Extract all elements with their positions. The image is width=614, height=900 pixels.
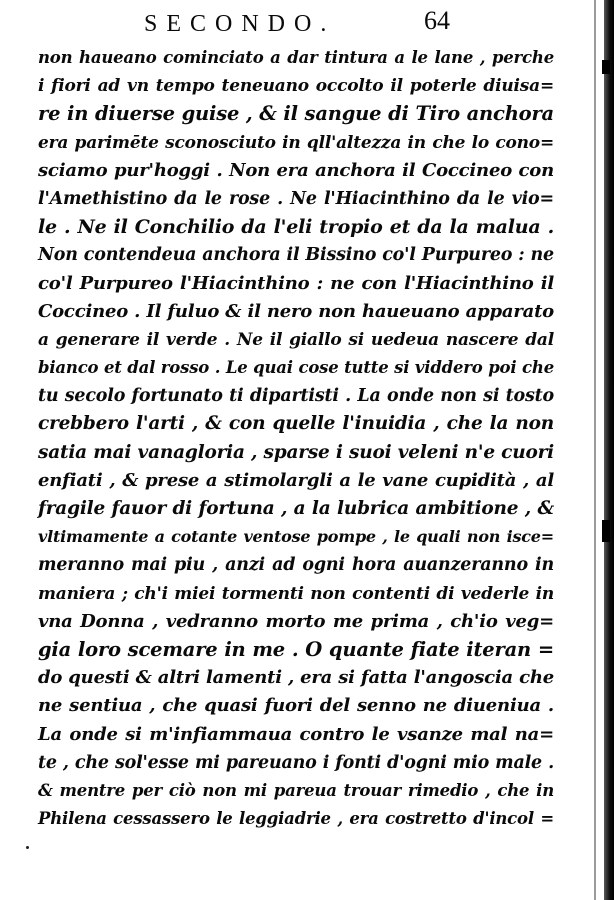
scan-edge-line bbox=[594, 0, 596, 900]
margin-speck bbox=[26, 846, 29, 849]
text-line: La onde si m'infiammaua contro le vsanze mal na= bbox=[38, 723, 554, 745]
text-line: vltimamente a cotante ventose pompe , le quali non isce= bbox=[38, 527, 554, 547]
text-line: re in diuerse guise , & il sangue di Tiro anchora bbox=[38, 102, 554, 126]
running-head-title: SECONDO. bbox=[144, 11, 336, 37]
text-line: era parimēte sconosciuto in qll'altezza in che lo cono= bbox=[38, 132, 554, 153]
scan-edge-speck bbox=[602, 520, 610, 542]
text-line: maniera ; ch'i miei tormenti non contenti di vederle in bbox=[38, 583, 554, 604]
text-line: satia mai vanagloria , sparse i suoi veleni n'e cuori bbox=[38, 441, 554, 463]
scan-edge-shadow bbox=[604, 0, 614, 900]
text-line: crebbero l'arti , & con quelle l'inuidia , che la non bbox=[38, 413, 554, 435]
text-line: a generare il verde . Ne il giallo si uedeua nascere dal bbox=[38, 329, 554, 350]
text-line: le . Ne il Conchilio da l'eli tropio et da la malua . bbox=[38, 216, 554, 239]
text-line: & mentre per ciò non mi pareua trouar rimedio , che in bbox=[38, 780, 554, 800]
text-line: te , che sol'esse mi pareuano i fonti d'ogni mio male . bbox=[38, 752, 554, 773]
scan-edge-speck bbox=[602, 60, 610, 74]
text-line: fragile fauor di fortuna , a la lubrica ambitione , & bbox=[38, 498, 554, 519]
text-line: l'Amethistino da le rose . Ne l'Hiacinthino da le vio= bbox=[38, 188, 554, 209]
text-line: ne sentiua , che quasi fuori del senno ne diueniua . bbox=[38, 695, 554, 717]
text-line: Coccineo . Il fuluo & il nero non haueuano apparato bbox=[38, 300, 554, 322]
text-line: gia loro scemare in me . O quante fiate iteran = bbox=[38, 637, 554, 661]
text-line: i fiori ad vn tempo teneuano occolto il poterle diuisa= bbox=[38, 76, 554, 97]
text-line: meranno mai piu , anzi ad ogni hora auanzeranno in bbox=[38, 555, 554, 576]
text-line: co'l Purpureo l'Hiacinthino : ne con l'Hiacinthino il bbox=[38, 272, 554, 294]
text-line: sciamo pur'hoggi . Non era anchora il Coccineo con bbox=[38, 159, 554, 181]
page-number: 64 bbox=[424, 6, 450, 35]
body-text bbox=[38, 44, 554, 833]
running-head bbox=[38, 0, 554, 44]
text-line: tu secolo fortunato ti dipartisti . La onde non si tosto bbox=[38, 386, 554, 407]
text-line: non haueano cominciato a dar tintura a le lane , perche bbox=[38, 48, 554, 67]
text-line: bianco et dal rosso . Le quai cose tutte si viddero poi che bbox=[38, 358, 554, 378]
text-line: Non contendeua anchora il Bissino co'l Purpureo : ne bbox=[38, 245, 554, 266]
text-line: Philena cessassero le leggiadrie , era costretto d'incol = bbox=[38, 809, 554, 829]
book-page bbox=[38, 0, 554, 833]
text-line: vna Donna , vedranno morto me prima , ch'io veg= bbox=[38, 610, 554, 632]
text-line: enfiati , & prese a stimolargli a le vane cupidità , al bbox=[38, 469, 554, 491]
text-line: do questi & altri lamenti , era si fatta l'angoscia che bbox=[38, 667, 554, 689]
